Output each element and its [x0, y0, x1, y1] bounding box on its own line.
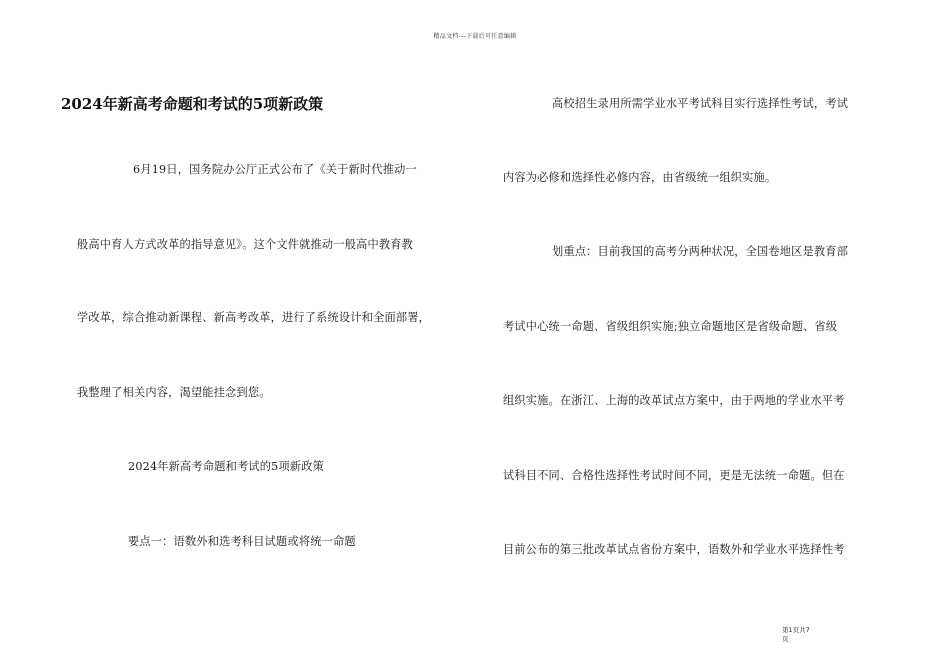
left-paragraph-line: 6月19日，国务院办公厅正式公布了《关于新时代推动一	[133, 163, 417, 176]
section-heading: 2024年新高考命题和考试的5项新政策	[128, 460, 325, 473]
right-paragraph-line: 考试中心统一命题、省级组织实施;独立命题地区是省级命题、省级	[503, 320, 838, 333]
page-number-line: 页	[782, 635, 789, 643]
left-paragraph-line: 般高中育人方式改革的指导意见》。这个文件就推动一般高中教育教	[77, 238, 414, 251]
header-note: 精品文档---下载后可任意编辑	[433, 33, 517, 40]
right-paragraph-line: 内容为必修和选择性必修内容，由省级统一组织实施。	[503, 171, 777, 184]
page-number-line: 第1页共7	[782, 626, 810, 634]
left-paragraph-line: 学改革，综合推动新课程、新高考改革，进行了系统设计和全面部署，	[77, 311, 431, 324]
page-number	[782, 626, 810, 644]
right-paragraph-line: 目前公布的第三批改革试点省份方案中，语数外和学业水平选择性考	[503, 543, 845, 556]
right-paragraph-line: 高校招生录用所需学业水平考试科目实行选择性考试，考试	[552, 97, 849, 110]
document-title: 2024年新高考命题和考试的5项新政策	[61, 95, 324, 113]
key-point-heading: 要点一：语数外和选考科目试题或将统一命题	[128, 535, 356, 548]
right-paragraph-line: 试科目不同、合格性选择性考试时间不同，更是无法统一命题。但在	[503, 469, 845, 482]
right-paragraph-line: 划重点：目前我国的高考分两种状况，全国卷地区是教育部	[552, 245, 849, 258]
left-paragraph-line: 我整理了相关内容，渴望能挂念到您。	[77, 386, 271, 399]
right-paragraph-line: 组织实施。在浙江、上海的改革试点方案中，由于两地的学业水平考	[503, 394, 845, 407]
